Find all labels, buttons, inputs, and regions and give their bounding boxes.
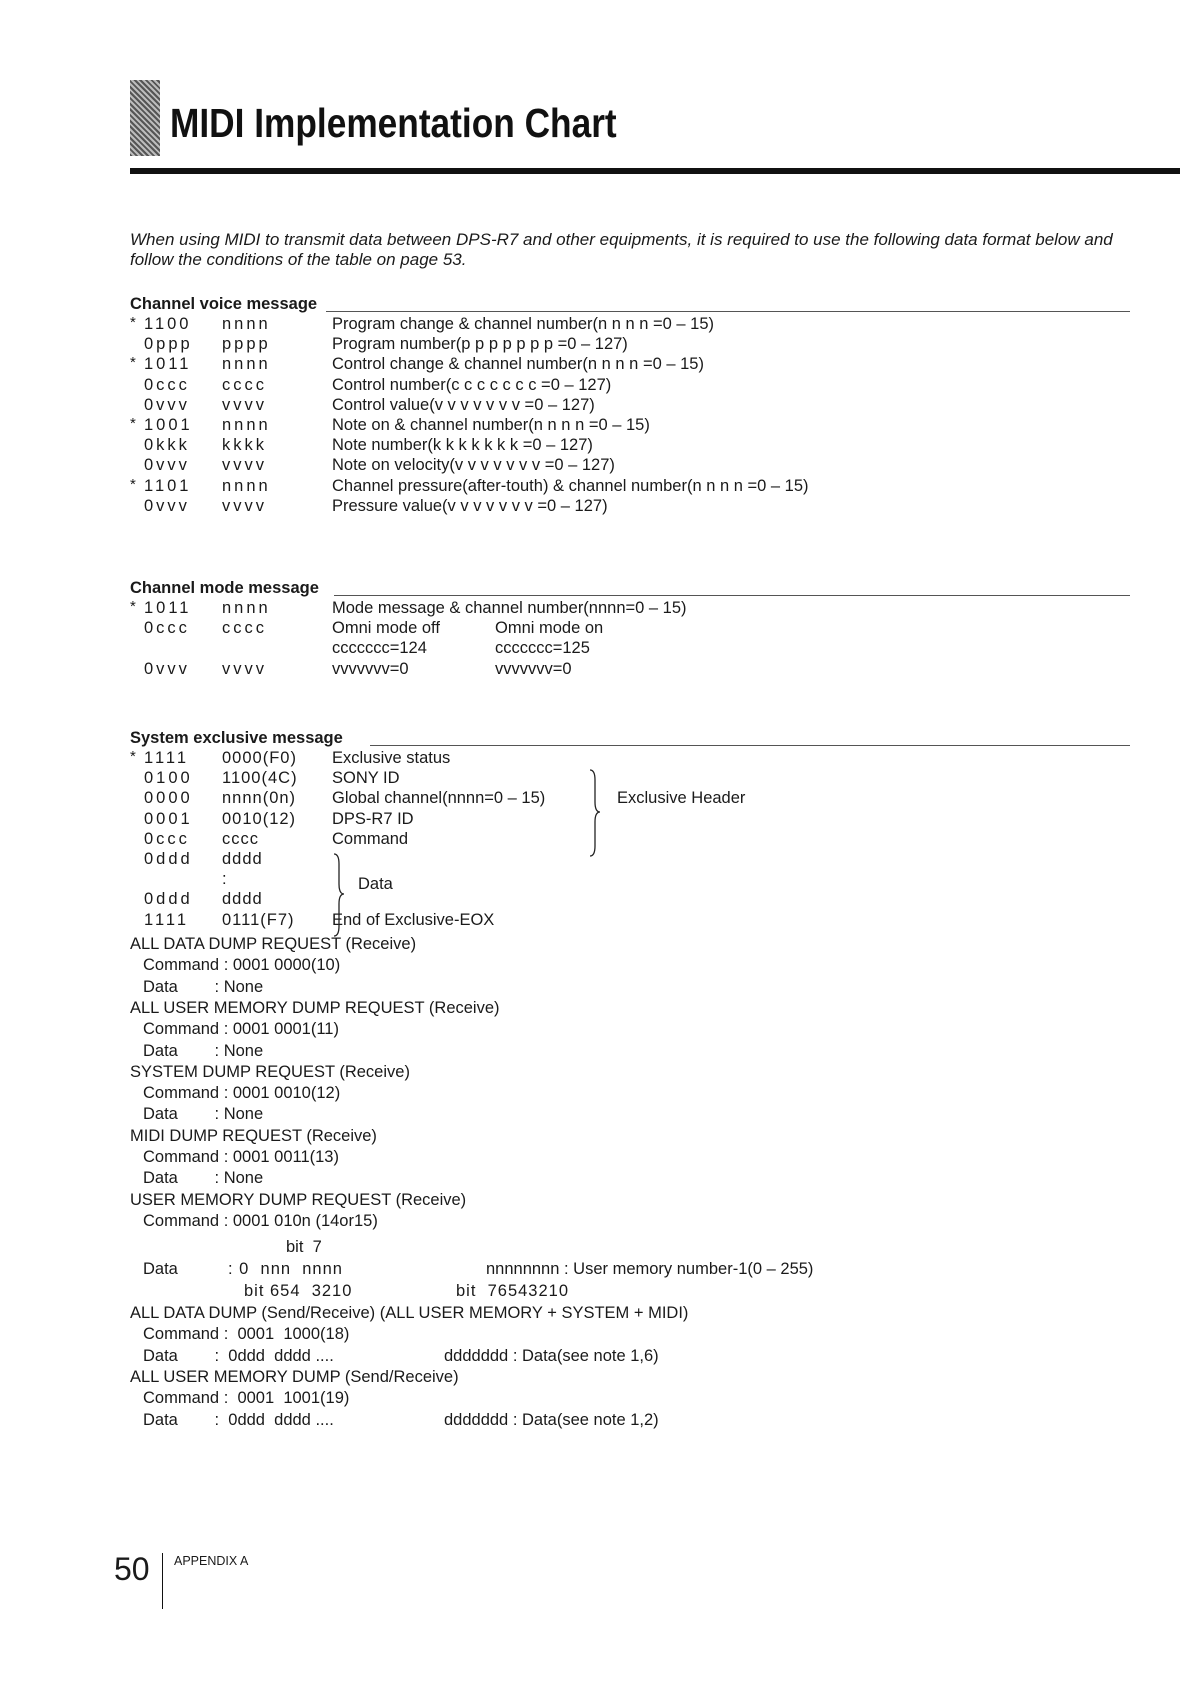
row-description: DPS-R7 ID xyxy=(332,809,414,828)
row-high-nibble: 0ddd xyxy=(144,890,193,909)
channel_mode-row xyxy=(130,598,1130,619)
sysex-row xyxy=(130,748,1130,769)
row-high-nibble: 0vvv xyxy=(144,456,190,475)
header-brace xyxy=(588,768,604,858)
row-description: Control change & channel number(n n n n =0 – 15) xyxy=(332,355,704,374)
request-line: Data : None xyxy=(143,1169,264,1188)
request-line: Data : None xyxy=(143,1041,264,1060)
row-description: Command xyxy=(332,829,409,848)
user-memory-data-label: Data xyxy=(143,1260,178,1278)
channel_voice-row xyxy=(130,496,1130,517)
data-brace xyxy=(332,852,348,938)
sysex-row xyxy=(130,869,1130,890)
row-low-nibble: : xyxy=(222,870,228,889)
row-star: * xyxy=(130,598,136,615)
channel_voice-row xyxy=(130,435,1130,456)
row-high-nibble: 0ppp xyxy=(144,335,193,354)
data-brace-label: Data xyxy=(358,875,393,893)
row-description: Note on velocity(v v v v v v v =0 – 127) xyxy=(332,456,615,475)
request-line: Command : 0001 0011(13) xyxy=(143,1148,339,1166)
row-high-nibble: 0ccc xyxy=(144,619,190,638)
row-description: Control value(v v v v v v v =0 – 127) xyxy=(332,395,595,414)
sysex-heading: System exclusive message xyxy=(130,728,1130,748)
row-description: vvvvvvv=0 xyxy=(332,659,409,678)
row-description: Program change & channel number(n n n n =0 – 15) xyxy=(332,315,715,333)
row-description: Program number(p p p p p p p =0 – 127) xyxy=(332,335,628,354)
row-description: Omni mode off xyxy=(332,619,440,638)
request-line: Command : 0001 0000(10) xyxy=(143,956,341,975)
row-low-nibble: nnnn xyxy=(222,599,271,617)
sysex-row xyxy=(130,889,1130,910)
row-low-nibble: vvvv xyxy=(222,496,267,515)
sysex-row xyxy=(130,809,1130,830)
row-low-nibble: cccc xyxy=(222,829,259,848)
row-high-nibble: 0kkk xyxy=(144,436,190,455)
request-line: MIDI DUMP REQUEST (Receive) xyxy=(130,1126,377,1145)
user-memory-data-value: : 0 nnn nnnn xyxy=(228,1260,343,1278)
channel_voice-row xyxy=(130,375,1130,396)
row-star: * xyxy=(130,314,136,331)
title-decoration xyxy=(130,80,160,156)
row-low-nibble: cccc xyxy=(222,619,267,638)
row-description-2: Omni mode on xyxy=(495,619,604,638)
channel_voice-row xyxy=(130,476,1130,497)
row-high-nibble: 0100 xyxy=(144,769,193,788)
row-high-nibble: 0ccc xyxy=(144,375,190,394)
row-high-nibble: 1111 xyxy=(144,910,190,929)
row-low-nibble: 0111(F7) xyxy=(222,910,295,929)
row-low-nibble: kkkk xyxy=(222,436,267,455)
footer-divider xyxy=(162,1553,163,1609)
request-line: Command : 0001 0010(12) xyxy=(143,1084,341,1103)
row-high-nibble: 1100 xyxy=(144,315,192,333)
row-description-2: ccccccc=125 xyxy=(495,639,590,658)
request-line: ALL USER MEMORY DUMP REQUEST (Receive) xyxy=(130,998,500,1017)
row-star: * xyxy=(130,354,136,372)
row-description-2: vvvvvvv=0 xyxy=(495,659,572,678)
row-star: * xyxy=(130,475,136,493)
dump-data: Data : 0ddd dddd .... xyxy=(143,1347,334,1365)
row-low-nibble: dddd xyxy=(222,850,263,868)
row-high-nibble: 0ddd xyxy=(144,850,193,868)
row-description: ccccccc=124 xyxy=(332,639,427,658)
row-low-nibble: dddd xyxy=(222,890,263,909)
channel-voice-heading: Channel voice message xyxy=(130,294,1130,314)
row-low-nibble: nnnn xyxy=(222,315,271,333)
channel_voice-row xyxy=(130,455,1130,476)
channel_mode-row xyxy=(130,659,1130,680)
request-line: Data : None xyxy=(143,1105,264,1124)
row-high-nibble: 0vvv xyxy=(144,659,190,678)
row-high-nibble: 0ccc xyxy=(144,829,190,848)
row-description: Global channel(nnnn=0 – 15) xyxy=(332,789,546,808)
request-line: USER MEMORY DUMP REQUEST (Receive) xyxy=(130,1190,467,1209)
channel_voice-row xyxy=(130,334,1130,355)
channel_voice-row xyxy=(130,354,1130,375)
row-low-nibble: 0010(12) xyxy=(222,809,297,828)
dump-note: ddddddd : Data(see note 1,6) xyxy=(444,1347,659,1365)
bits-left-label: bit 654 3210 xyxy=(244,1282,353,1300)
bit7-label: bit 7 xyxy=(286,1238,322,1256)
row-description: Mode message & channel number(nnnn=0 – 15) xyxy=(332,599,687,617)
channel_voice-row xyxy=(130,314,1130,335)
row-high-nibble: 1111 xyxy=(144,749,190,767)
row-low-nibble: nnnn xyxy=(222,355,271,374)
row-description: End of Exclusive-EOX xyxy=(332,910,495,929)
request-line: Command : 0001 0001(11) xyxy=(143,1020,339,1039)
row-description: Control number(c c c c c c c =0 – 127) xyxy=(332,375,612,394)
sysex-row xyxy=(130,849,1130,870)
row-low-nibble: nnnn xyxy=(222,416,271,434)
request-line: SYSTEM DUMP REQUEST (Receive) xyxy=(130,1062,410,1081)
row-low-nibble: nnnn xyxy=(222,476,271,495)
row-description: Note number(k k k k k k k =0 – 127) xyxy=(332,436,593,455)
page-number: 50 xyxy=(114,1551,150,1587)
request-line: Command : 0001 010n (14or15) xyxy=(143,1211,378,1230)
sysex-row xyxy=(130,910,1130,931)
row-low-nibble: cccc xyxy=(222,375,267,394)
bits-right-label: bit 76543210 xyxy=(456,1282,570,1300)
title-rule xyxy=(130,168,1180,174)
request-line: ALL DATA DUMP REQUEST (Receive) xyxy=(130,935,417,953)
dump-command: Command : 0001 1001(19) xyxy=(143,1389,350,1407)
row-description: Channel pressure(after-touth) & channel number(n n n n =0 – 15) xyxy=(332,476,809,495)
row-star: * xyxy=(130,415,136,432)
row-low-nibble: 0000(F0) xyxy=(222,749,297,767)
dump-note: ddddddd : Data(see note 1,2) xyxy=(444,1411,659,1429)
request-line: Data : None xyxy=(143,977,264,996)
row-description: Note on & channel number(n n n n =0 – 15) xyxy=(332,416,650,434)
channel_voice-row xyxy=(130,395,1130,416)
row-high-nibble: 0vvv xyxy=(144,496,190,515)
channel_mode-row xyxy=(130,638,1130,659)
user-memory-number-note: nnnnnnnn : User memory number-1(0 – 255) xyxy=(486,1260,814,1278)
header-brace-label: Exclusive Header xyxy=(617,789,746,807)
dump-data: Data : 0ddd dddd .... xyxy=(143,1411,334,1429)
row-low-nibble: 1100(4C) xyxy=(222,769,298,788)
sysex-row xyxy=(130,829,1130,850)
channel_mode-row xyxy=(130,618,1130,639)
sysex-row xyxy=(130,768,1130,789)
row-description: Pressure value(v v v v v v v =0 – 127) xyxy=(332,496,608,515)
row-star: * xyxy=(130,748,136,765)
channel_voice-row xyxy=(130,415,1130,436)
row-high-nibble: 1011 xyxy=(144,599,192,617)
footer-section-label: APPENDIX A xyxy=(174,1554,249,1568)
row-description: SONY ID xyxy=(332,769,400,788)
row-low-nibble: vvvv xyxy=(222,659,267,678)
row-low-nibble: vvvv xyxy=(222,395,267,414)
row-description: Exclusive status xyxy=(332,749,451,767)
row-high-nibble: 0000 xyxy=(144,789,193,808)
intro-paragraph: When using MIDI to transmit data between DPS-R7 and other equipments, it is required to use the following data format below and follow the conditions of the table on page 53. xyxy=(130,230,1113,269)
row-low-nibble: nnnn(0n) xyxy=(222,789,297,808)
row-high-nibble: 0001 xyxy=(144,809,193,828)
row-high-nibble: 1011 xyxy=(144,355,192,374)
row-low-nibble: pppp xyxy=(222,335,271,354)
dump-title: ALL USER MEMORY DUMP (Send/Receive) xyxy=(130,1368,459,1386)
row-high-nibble: 1001 xyxy=(144,416,193,434)
row-low-nibble: vvvv xyxy=(222,456,267,475)
row-high-nibble: 1101 xyxy=(144,476,192,495)
row-high-nibble: 0vvv xyxy=(144,395,190,414)
channel-mode-heading: Channel mode message xyxy=(130,578,1130,598)
dump-title: ALL DATA DUMP (Send/Receive) (ALL USER MEMORY + SYSTEM + MIDI) xyxy=(130,1304,689,1322)
page-title: MIDI Implementation Chart xyxy=(170,100,617,146)
dump-command: Command : 0001 1000(18) xyxy=(143,1325,350,1343)
